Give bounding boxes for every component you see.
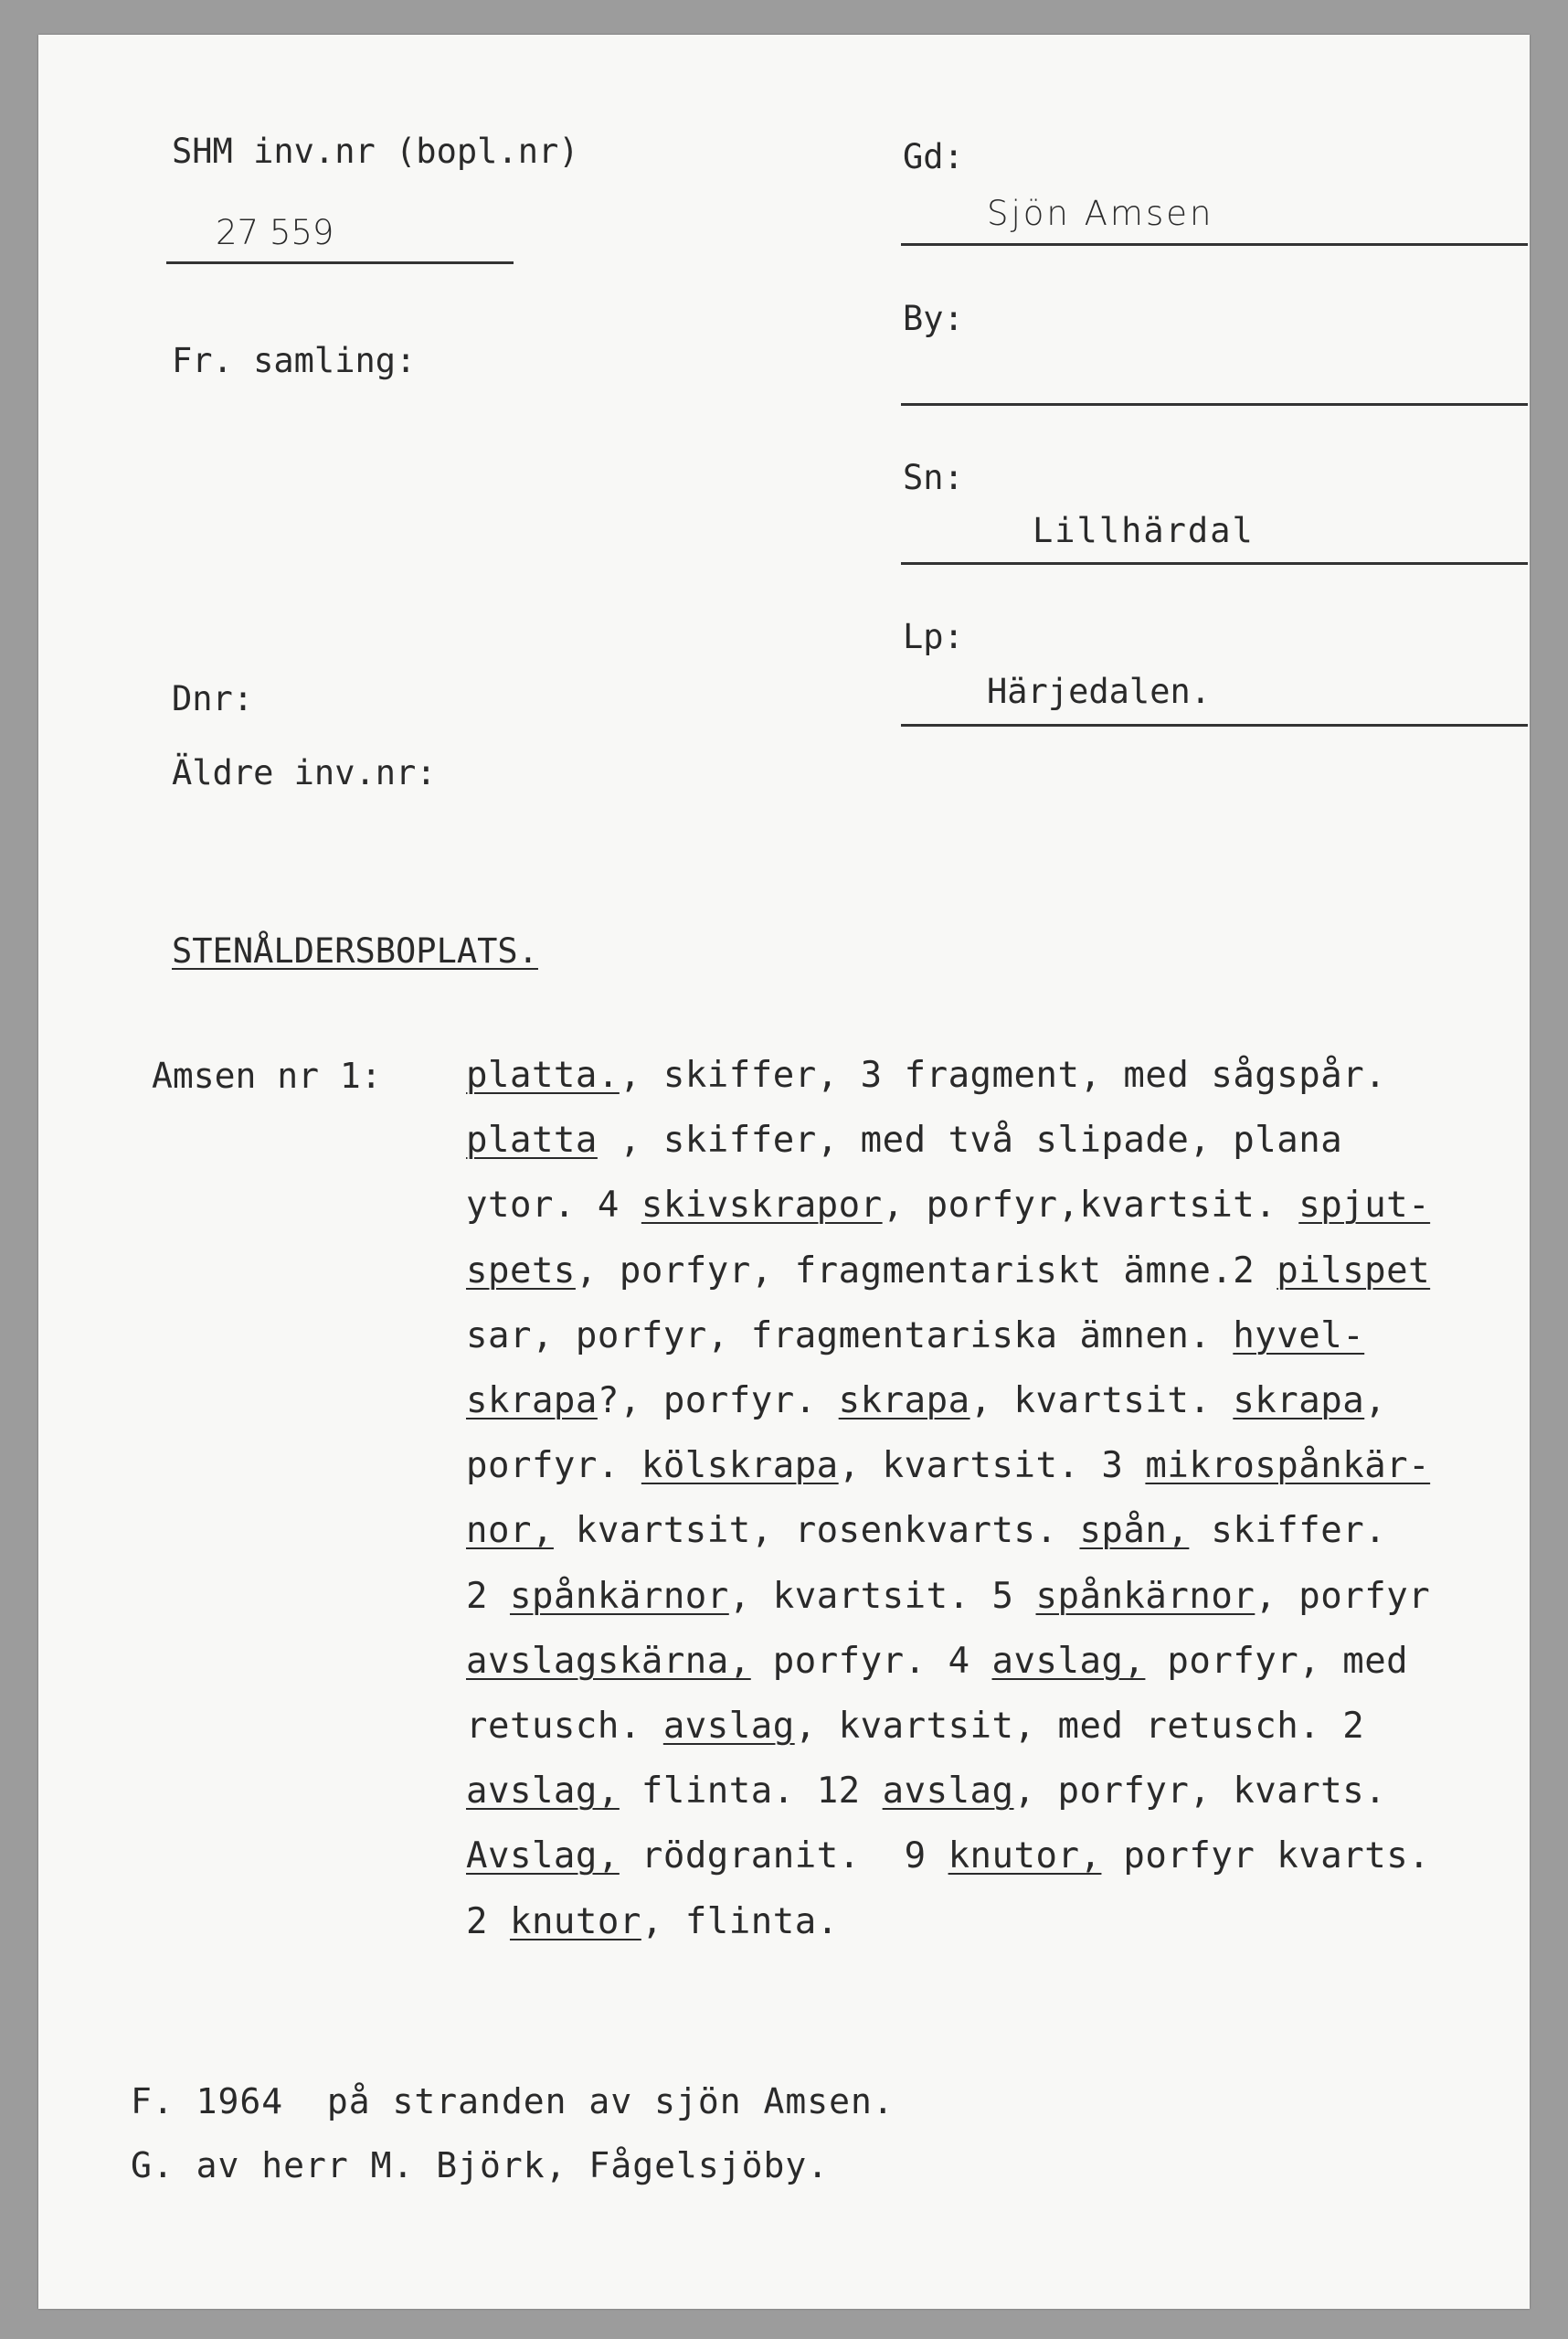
find-term: spån, bbox=[1079, 1510, 1190, 1552]
entry-line bbox=[466, 1770, 1387, 1813]
find-text: flinta. 12 bbox=[619, 1770, 883, 1813]
find-text: 2 bbox=[466, 1575, 510, 1617]
find-term: platta. bbox=[466, 1055, 620, 1096]
find-text: sar, porfyr, fragmentariska ämnen. bbox=[466, 1314, 1234, 1356]
entry-line bbox=[466, 1510, 1387, 1552]
entry-line bbox=[466, 1185, 1431, 1227]
fr-samling-label: Fr. samling: bbox=[172, 341, 417, 380]
sn-value: Lillhärdal bbox=[1033, 511, 1255, 550]
find-term: avslagskärna, bbox=[466, 1640, 751, 1682]
find-term: avslag, bbox=[991, 1640, 1146, 1682]
find-text: , porfyr bbox=[1255, 1575, 1431, 1617]
find-term: Avslag, bbox=[466, 1835, 620, 1877]
find-text: retusch. bbox=[466, 1706, 663, 1747]
find-text: , bbox=[1364, 1380, 1387, 1421]
find-term: hyvel- bbox=[1233, 1314, 1365, 1356]
find-term: skivskrapor bbox=[641, 1185, 883, 1227]
find-text: , porfyr, fragmentariskt ämne.2 bbox=[575, 1249, 1277, 1292]
find-text: ?, porfyr. bbox=[597, 1380, 839, 1421]
find-term: knutor bbox=[509, 1900, 641, 1942]
given-note: G. av herr M. Björk, Fågelsjöby. bbox=[131, 2145, 830, 2185]
found-note: F. 1964 på stranden av sjön Amsen. bbox=[131, 2081, 895, 2121]
find-text: porfyr, med bbox=[1145, 1640, 1409, 1682]
find-text: porfyr. bbox=[466, 1445, 641, 1487]
find-term: spjut- bbox=[1298, 1185, 1431, 1227]
find-text: , kvartsit. 3 bbox=[838, 1445, 1146, 1487]
find-term: spånkärnor bbox=[1035, 1575, 1255, 1617]
entry-label: Amsen nr 1: bbox=[152, 1056, 382, 1096]
find-text: , skiffer, med två slipade, plana bbox=[597, 1120, 1343, 1162]
find-text: kvartsit, rosenkvarts. bbox=[553, 1510, 1080, 1552]
find-term: platta bbox=[466, 1120, 598, 1162]
entry-line bbox=[466, 1706, 1365, 1747]
entry-line bbox=[466, 1640, 1409, 1682]
find-text: porfyr. 4 bbox=[750, 1640, 992, 1682]
find-term: skrapa bbox=[1233, 1380, 1365, 1421]
lp-label: Lp: bbox=[903, 617, 964, 656]
gd-label: Gd: bbox=[903, 137, 964, 176]
entry-line bbox=[466, 1900, 839, 1942]
find-term: spets bbox=[466, 1249, 576, 1292]
by-rule bbox=[901, 403, 1528, 406]
find-term: nor, bbox=[466, 1510, 554, 1552]
find-text: rödgranit. 9 bbox=[619, 1835, 948, 1877]
shm-inv-label: SHM inv.nr (bopl.nr) bbox=[172, 132, 579, 171]
find-text: , porfyr,kvartsit. bbox=[882, 1185, 1299, 1227]
aldre-inv-label: Äldre inv.nr: bbox=[172, 753, 437, 792]
lp-rule bbox=[901, 724, 1528, 727]
find-term: knutor, bbox=[948, 1835, 1102, 1877]
find-text: 2 bbox=[466, 1900, 510, 1942]
find-text: , flinta. bbox=[641, 1900, 839, 1942]
entry-line bbox=[466, 1380, 1387, 1421]
find-term: avslag bbox=[662, 1706, 795, 1747]
find-term: spånkärnor bbox=[509, 1575, 729, 1617]
by-label: By: bbox=[903, 299, 964, 338]
find-text: skiffer. bbox=[1189, 1510, 1387, 1552]
sn-label: Sn: bbox=[903, 458, 964, 497]
gd-value: Sjön Amsen bbox=[987, 194, 1214, 233]
find-term: mikrospånkär- bbox=[1145, 1445, 1431, 1487]
entry-line bbox=[466, 1445, 1431, 1487]
entry-line bbox=[466, 1575, 1431, 1617]
find-text: , kvartsit. 5 bbox=[728, 1575, 1036, 1617]
find-term: avslag bbox=[882, 1770, 1014, 1813]
find-text: , kvartsit, med retusch. 2 bbox=[794, 1706, 1365, 1747]
sn-rule bbox=[901, 562, 1528, 565]
find-term: skrapa bbox=[838, 1380, 970, 1421]
site-type-title: STENÅLDERSBOPLATS. bbox=[172, 931, 538, 971]
entry-line bbox=[466, 1835, 1431, 1877]
shm-inv-value: 27 559 bbox=[216, 213, 334, 252]
entry-line bbox=[466, 1120, 1343, 1162]
find-text: ytor. 4 bbox=[466, 1185, 641, 1227]
find-term: pilspet bbox=[1277, 1249, 1431, 1292]
find-term: kölskrapa bbox=[641, 1445, 839, 1487]
find-text: porfyr kvarts. bbox=[1101, 1835, 1431, 1877]
shm-inv-rule bbox=[166, 261, 514, 264]
find-text: , kvartsit. bbox=[969, 1380, 1234, 1421]
find-term: avslag, bbox=[466, 1770, 620, 1813]
entry-line bbox=[466, 1055, 1387, 1096]
dnr-label: Dnr: bbox=[172, 679, 254, 718]
lp-value: Härjedalen. bbox=[987, 672, 1212, 711]
find-text: , skiffer, 3 fragment, med sågspår. bbox=[619, 1055, 1387, 1096]
find-text: , porfyr, kvarts. bbox=[1013, 1770, 1387, 1813]
entry-line bbox=[466, 1249, 1431, 1292]
entry-line bbox=[466, 1314, 1365, 1356]
gd-rule bbox=[901, 243, 1528, 246]
find-term: skrapa bbox=[466, 1380, 598, 1421]
